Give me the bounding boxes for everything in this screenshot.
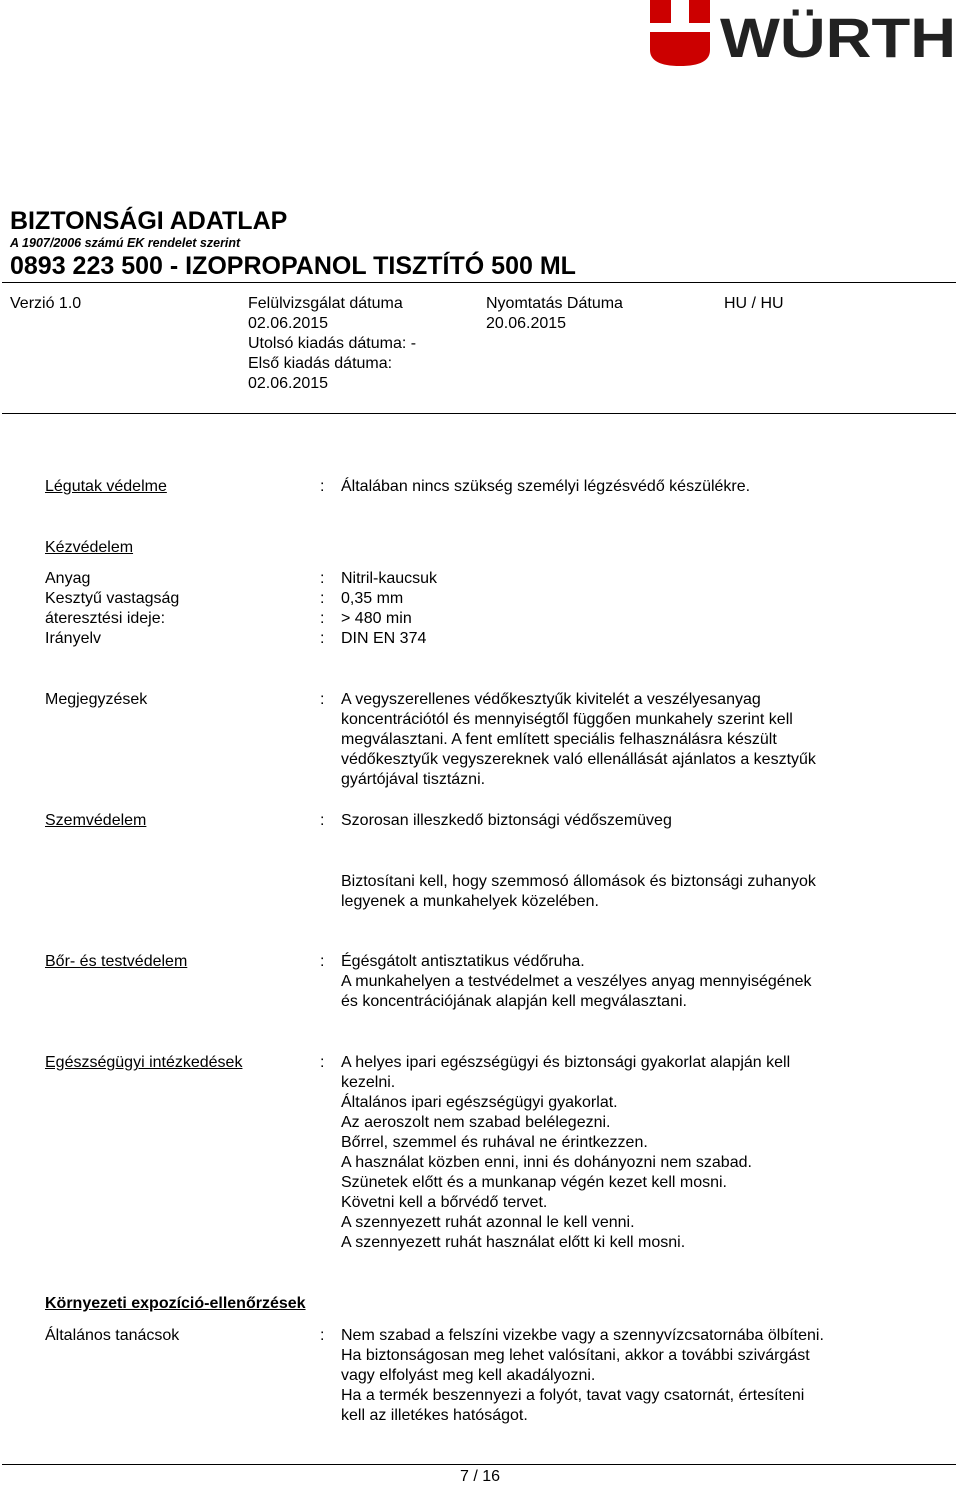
wurth-logo [648,0,958,68]
first-issue-label: Első kiadás dátuma: [248,355,393,372]
glove-thickness-value: 0,35 mm [341,590,404,607]
hygiene-label: Egészségügyi intézkedések [45,1054,243,1071]
version: Verzió 1.0 [10,295,82,312]
page-number: 7 / 16 [459,1468,501,1485]
general-advice-label: Általános tanácsok [45,1327,180,1344]
revision-block [248,294,416,394]
glove-thickness-label: Kesztyű vastagság [45,590,180,607]
last-issue: Utolsó kiadás dátuma: - [248,335,417,352]
revision-date: 02.06.2015 [248,315,329,332]
eye-value: Szorosan illeszkedő biztonsági védőszemüveg [341,812,672,829]
first-issue-date: 02.06.2015 [248,375,329,392]
header-rule-bottom [2,413,956,414]
regulation-subtitle: A 1907/2006 számú EK rendelet szerint [10,236,241,250]
eye-extra-text: Biztosítani kell, hogy szemmosó állomások és biztonsági zuhanyok legyenek a munkahelyek közelében. [341,873,816,910]
header-rule-top [2,282,956,283]
print-date: 20.06.2015 [486,315,567,332]
breakthrough-value: > 480 min [341,610,412,627]
respiratory-value: Általában nincs szükség személyi légzésvédő készülékre. [341,478,751,495]
respiratory-label: Légutak védelme [45,478,167,495]
product-name: 0893 223 500 - IZOPROPANOL TISZTÍTÓ 500 ML [10,252,576,280]
skin-text: Égésgátolt antisztatikus védőruha. A munkahelyen a testvédelmet a veszélyes anyag mennyiségének és koncentrációjának alapján kell megválasztani. [341,953,812,1010]
footer-rule [2,1464,956,1465]
directive-colon: : [320,630,325,647]
print-label: Nyomtatás Dátuma [486,295,623,312]
hand-material-label: Anyag [45,570,91,587]
breakthrough-colon: : [320,610,325,627]
wurth-logo-text: WÜRTH [720,6,956,68]
skin-colon: : [320,953,325,970]
wurth-logo-mark [650,0,710,66]
general-advice-colon: : [320,1327,325,1344]
notes-label: Megjegyzések [45,691,148,708]
hand-heading: Kézvédelem [45,539,134,556]
directive-label: Irányelv [45,630,102,647]
general-advice-text: Nem szabad a felszíni vizekbe vagy a szennyvízcsatornába ölbíteni. Ha biztonságosan meg lehet valósítani, akkor a további szivárgást vagy elfolyást meg kell akadályozni. Ha a termék beszennyezi a folyót, tavat vagy csatornát, értesíteni kell az illetékes hatóságot. [341,1327,824,1424]
hygiene-text: A helyes ipari egészségügyi és biztonsági gyakorlat alapján kell kezelni. Általános ipari egészségügyi gyakorlat. Az aeroszolt nem szabad belélegezni. Bőrrel, szemmel és ruhával ne érintkezzen. A használat közben enni, inni és dohányozni nem szabad. Szünetek előtt és a munkanap végén kezet kell mosni. Követni kell a bőrvédő tervet. A szennyezett ruhát azonnal le kell venni. A szennyezett ruhát használat előtt ki kell mosni. [341,1054,791,1251]
glove-thickness-colon: : [320,590,325,607]
hand-material-value: Nitril-kaucsuk [341,570,438,587]
breakthrough-label: áteresztési ideje: [45,610,166,627]
environment-heading: Környezeti expozíció-ellenőrzések [45,1295,306,1312]
hygiene-colon: : [320,1054,325,1071]
skin-label: Bőr- és testvédelem [45,953,188,970]
print-block [486,294,623,334]
eye-label: Szemvédelem [45,812,147,829]
document-title: BIZTONSÁGI ADATLAP [10,207,288,235]
revision-label: Felülvizsgálat dátuma [248,295,403,312]
notes-colon: : [320,691,325,708]
locale: HU / HU [724,295,784,312]
directive-value: DIN EN 374 [341,630,427,647]
respiratory-colon: : [320,478,325,495]
notes-text: A vegyszerellenes védőkesztyűk kivitelét a veszélyesanyag koncentrációtól és mennyiségtől függően munkahely szerint kell megválasztani. A fent említett speciális felhasználásra készült védőkesztyűk vegyszereknek való ellenállását ajánlatos a kesztyűk gyártójával tisztázni. [341,691,816,788]
eye-colon: : [320,812,325,829]
hand-material-colon: : [320,570,325,587]
